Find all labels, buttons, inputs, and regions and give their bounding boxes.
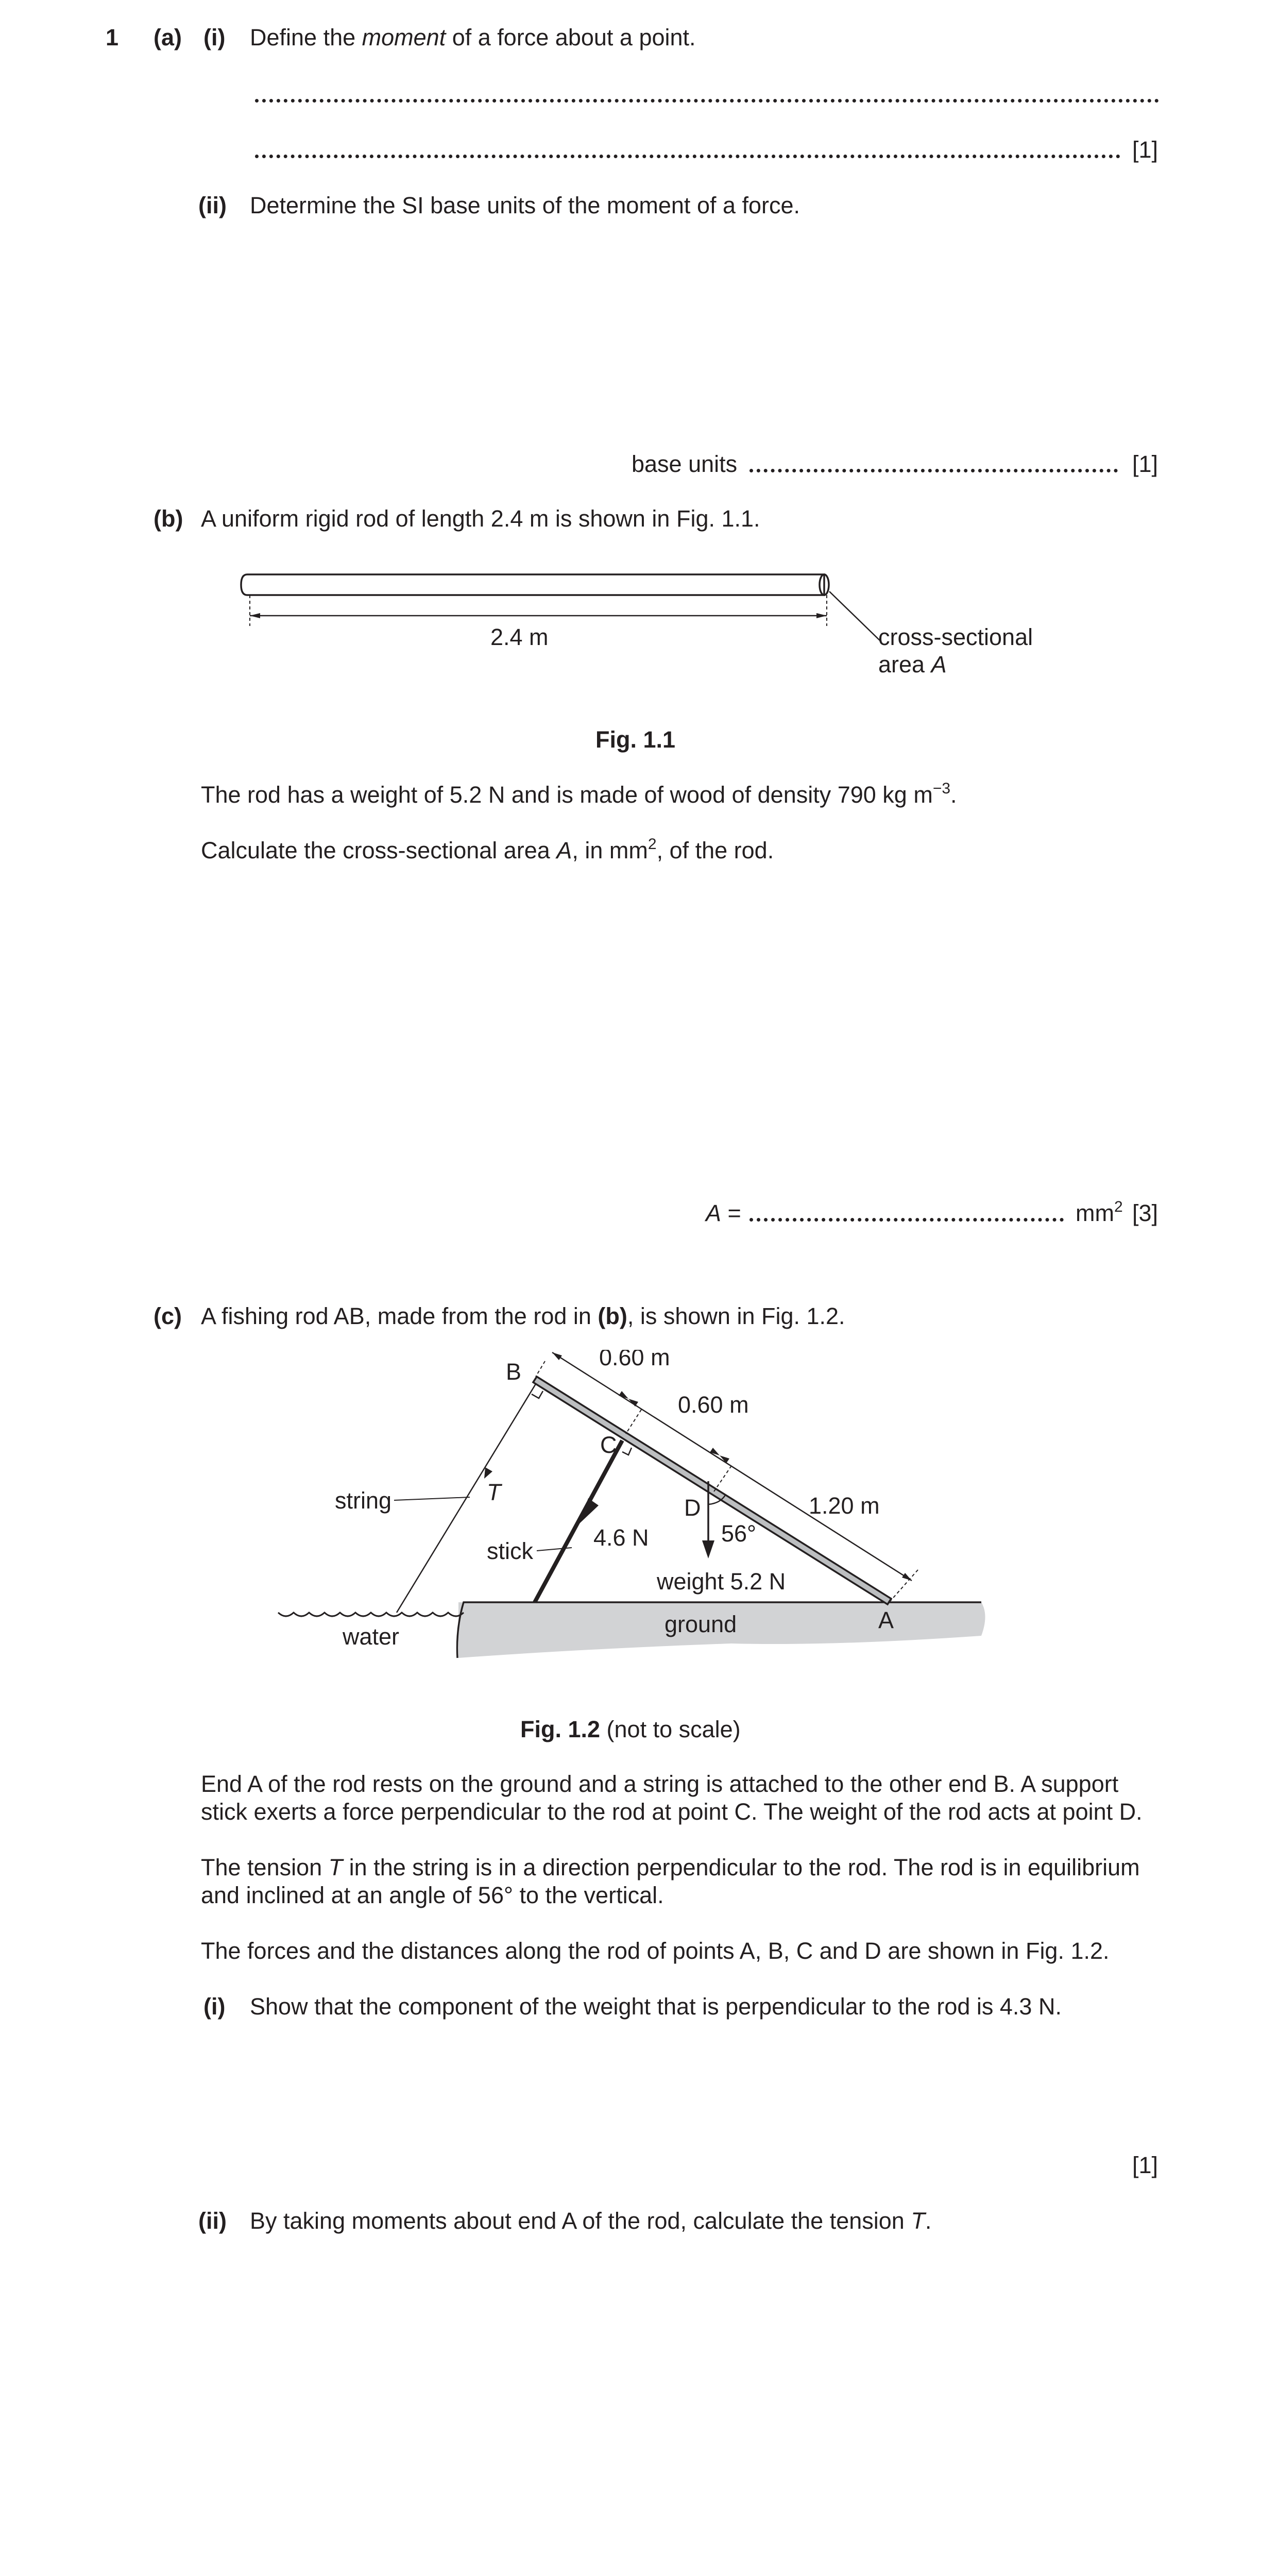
part-c-label: (c) — [154, 1303, 182, 1329]
marks: [1] — [1132, 451, 1158, 477]
part-c-para3: The forces and the distances along the rod of points A, B, C and D are shown in Fig. 1.2. — [201, 1938, 1110, 1964]
part-a-ii-label: (ii) — [198, 192, 227, 218]
figure-1-1-rod-diagram — [227, 562, 1051, 696]
part-b-intro: A uniform rigid rod of length 2.4 m is shown in Fig. 1.1. — [201, 505, 760, 532]
area-label-line1: cross-sectional — [878, 624, 1033, 650]
part-b-weight-text: The rod has a weight of 5.2 N and is made of wood of density 790 kg $m^{-3}$. — [201, 780, 957, 808]
distance-bc-label: 0.60 m — [599, 1350, 670, 1370]
weight-label: weight 5.2 N — [657, 1568, 786, 1595]
part-b-label: (b) — [154, 505, 183, 532]
string-label: string — [335, 1487, 392, 1514]
answer-line[interactable] — [255, 99, 1159, 103]
part-c-i-label: (i) — [203, 1993, 226, 2020]
figure-1-1-caption: Fig. 1.1 — [595, 726, 676, 753]
part-c-para2-line1: The tension T in the string is in a direction perpendicular to the rod. The rod is in equilibrium — [201, 1854, 1140, 1880]
distance-cd-label: 0.60 m — [678, 1392, 749, 1418]
point-b-label: B — [506, 1359, 522, 1385]
answer-line[interactable] — [749, 469, 1118, 472]
answer-line[interactable] — [255, 155, 1120, 158]
marks: [1] — [1132, 2152, 1158, 2178]
point-d-label: D — [684, 1495, 701, 1521]
part-c-i-question: Show that the component of the weight that is perpendicular to the rod is 4.3 N. — [250, 1993, 1062, 2020]
answer-line[interactable] — [749, 1218, 1064, 1222]
stick-force-label: 4.6 N — [593, 1524, 649, 1551]
part-b-calc-text: Calculate the cross-sectional area A, in $mm^2$, of the rod. — [201, 836, 774, 863]
part-a-label: (a) — [154, 24, 182, 50]
answer-label: A = — [706, 1200, 741, 1226]
part-c-intro: A fishing rod AB, made from the rod in (b), is shown in Fig. 1.2. — [201, 1303, 845, 1329]
part-a-ii-question: Determine the SI base units of the moment of a force. — [250, 192, 800, 218]
tension-label: T — [487, 1479, 501, 1505]
part-c-para1-line1: End A of the rod rests on the ground and a string is attached to the other end B. A support — [201, 1771, 1119, 1797]
area-label-line2: area A — [878, 651, 947, 677]
part-a-i-question: Define the moment of a force about a point. — [250, 24, 696, 50]
part-c-ii-label: (ii) — [198, 2208, 227, 2234]
answer-unit: $mm^2$ — [1076, 1198, 1123, 1226]
answer-label: base units — [632, 451, 738, 477]
distance-da-label: 1.20 m — [809, 1493, 880, 1519]
water-label: water — [343, 1623, 400, 1650]
point-c-label: C — [600, 1432, 617, 1458]
part-c-para1-line2: stick exerts a force perpendicular to the rod at point C. The weight of the rod acts at point D. — [201, 1799, 1143, 1825]
ground-label: ground — [664, 1611, 737, 1637]
marks: [1] — [1132, 137, 1158, 163]
angle-label: 56° — [721, 1520, 757, 1547]
figure-1-2-fishing-rod-diagram — [268, 1350, 1041, 1680]
figure-1-2-caption: Fig. 1.2 (not to scale) — [520, 1716, 741, 1742]
stick-label: stick — [487, 1538, 533, 1564]
question-number: 1 — [106, 24, 119, 50]
part-c-para2-line2: and inclined at an angle of 56° to the vertical. — [201, 1882, 664, 1908]
part-a-i-label: (i) — [203, 24, 226, 50]
part-c-ii-question: By taking moments about end A of the rod, calculate the tension T. — [250, 2208, 932, 2234]
marks: [3] — [1132, 1200, 1158, 1226]
point-a-label: A — [878, 1607, 894, 1633]
rod-length-label: 2.4 m — [490, 624, 549, 650]
